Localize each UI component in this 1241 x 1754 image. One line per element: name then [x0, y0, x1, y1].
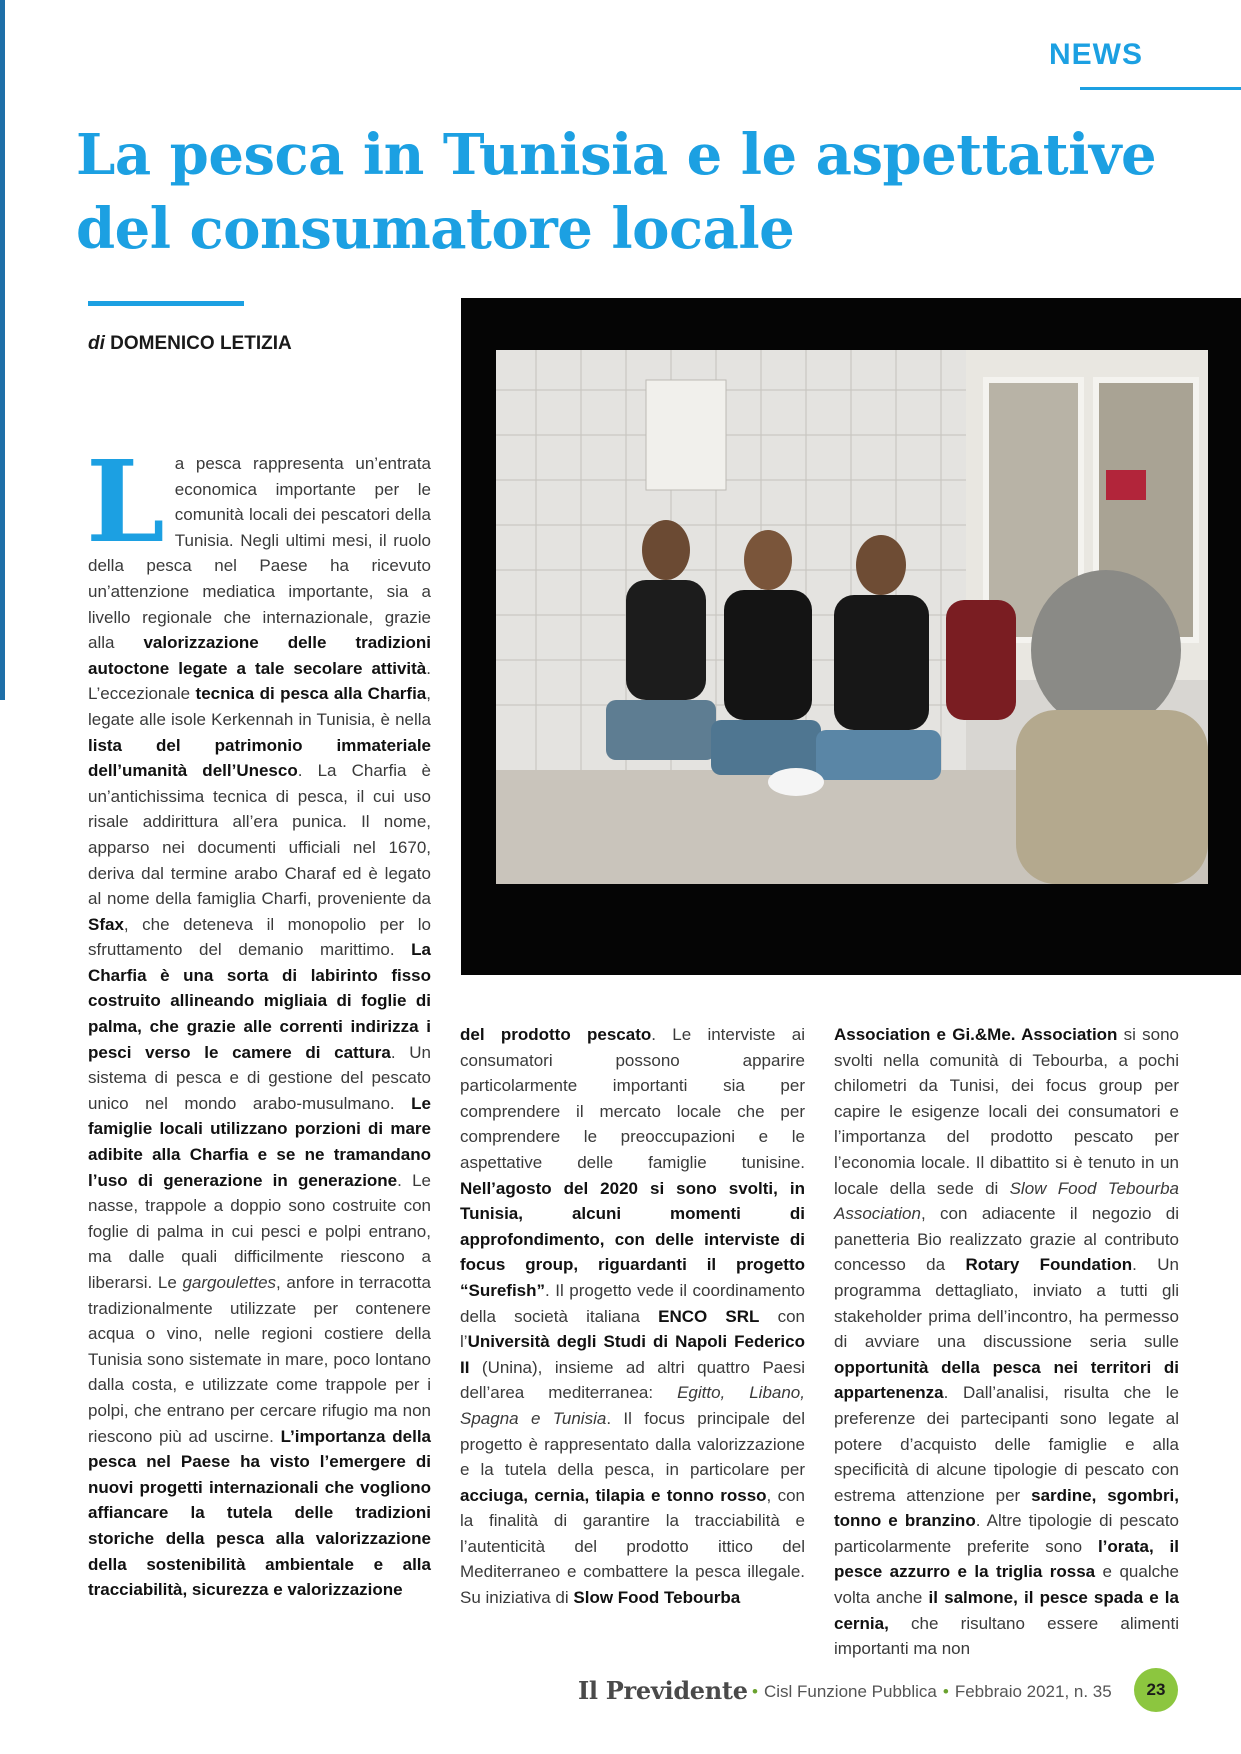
article-text-run: . Il progetto vede il coordinamento della società italiana [460, 1280, 805, 1326]
headline: La pesca in Tunisia e le aspettative del consumatore locale [76, 122, 1157, 262]
article-text-run: Sfax [88, 914, 124, 934]
article-text-run: Le famiglie locali utilizzano porzioni di mare adibite alla Charfia e se ne tramandano l’uso di generazione in generazione [88, 1093, 431, 1190]
accent-stripe [0, 0, 5, 700]
byline-author: DOMENICO LETIZIA [110, 333, 292, 354]
article-column-3 [834, 1022, 1180, 1659]
page-number: 23 [1134, 1668, 1178, 1712]
article-text-run: lista del patrimonio immateriale dell’umanità dell’Unesco [88, 735, 431, 781]
article-text-run: Nell’agosto del 2020 si sono svolti, in Tunisia, alcuni momenti di approfondimento, con delle interviste di focus group, riguardanti il progetto “Surefish” [460, 1178, 805, 1300]
article-text-run: . Altre tipologie di pescato particolarmente preferite sono [834, 1511, 1180, 1556]
article-text-run: sardine, sgombri, tonno e branzino [834, 1485, 1179, 1531]
magazine-logo: Il Previdente [578, 1676, 748, 1705]
article-text-run: il salmone, il pesce spada e la cernia, [834, 1588, 1179, 1633]
article-photo [461, 298, 1241, 975]
article-text-run: , con la finalità di garantire la tracciabilità e l’autenticità del prodotto ittico del Mediterraneo e combattere la pesca illegale. Su iniziativa di [460, 1485, 806, 1608]
article-text-run: del prodotto pescato [460, 1025, 652, 1044]
article-text-run: acciuga, cernia, tilapia e tonno rosso [460, 1485, 767, 1505]
article-text-run: . Un programma dettagliato, inviato a tutti gli stakeholder prima dell’incontro, ha permesso di avviare una discussione seria sulle [834, 1255, 1179, 1352]
footer-publisher: Cisl Funzione Pubblica [763, 1682, 937, 1701]
article-text-run: . La Charfia è un’antichissima tecnica di pesca, il cui uso risale addirittura all’era punica. Il nome, apparso nei documenti ufficiali nel 1670, deriva dal termine arabo Charaf ed è legato al nome della famiglia Charfi, proveniente da [88, 761, 431, 909]
article-text-run: tecnica di pesca alla Charfia [195, 684, 427, 704]
dropcap: L [86, 437, 165, 568]
article-column-1 [86, 437, 432, 1621]
article-text-run: . Dall’analisi, risulta che le preferenze dei partecipanti sono legate al potere d’acquisto delle famiglie e alla specificità di alcune tipologie di pescato con estrema attenzione per [834, 1383, 1179, 1505]
article-text-run: si sono svolti nella comunità di Tebourba, a pochi chilometri da Tunisi, dei focus group per capire le esigenze locali dei consumatori e l’importanza del prodotto pescato per l’economia locale. Il dibattito si è tenuto in un locale della sede di [834, 1025, 1179, 1198]
photo-illustration [496, 350, 1208, 884]
article-text-run: Università degli Studi di Napoli Federico II [460, 1332, 805, 1377]
article-text-run: ENCO SRL [658, 1306, 760, 1326]
byline-prefix: di [88, 333, 105, 354]
article-text-run: con l’ [460, 1306, 805, 1352]
article-text-run: gargoulettes [182, 1273, 277, 1292]
article-text-run: Association e Gi.&Me. Association [834, 1025, 1118, 1044]
author-rule [88, 301, 244, 306]
article-text-run: , legate alle isole Kerkennah in Tunisia, è nella [88, 684, 431, 729]
page-footer [578, 1668, 1178, 1718]
article-text-run: , anfore in terracotta tradizionalmente utilizzate per contenere acqua o vino, nelle regioni costiere della Tunisia sono sistemate in mare, poco lontano dalla costa, e utilizzate come trappole per i polpi, che entrano per cercare rifugio ma non riescono più ad uscirne. [88, 1273, 431, 1446]
article-text-run: Egitto, Libano, Spagna e Tunisia [460, 1383, 805, 1428]
article-text-run: . Le interviste ai consumatori possono apparire particolarmente importanti sia per comprendere il mercato locale che per comprendere le preoccupazioni e le aspettative delle famiglie tunisine. [460, 1025, 805, 1172]
article-text-run: . Un sistema di pesca e di gestione del pescato unico nel mondo arabo-musulmano. [88, 1042, 431, 1113]
article-text-run: . Il focus principale del progetto è rappresentato dalla valorizzazione e la tutela della pesca, in particolare per [460, 1408, 806, 1480]
article-text-run: che risultano essere alimenti importanti ma non [834, 1613, 1179, 1659]
article-text-run: e qualche volta anche [834, 1562, 1179, 1608]
byline [88, 333, 292, 355]
article-text-run: Rotary Foundation [965, 1255, 1133, 1275]
article-text-run: . Le nasse, trappole a doppio sono costruite con foglie di palma in cui pesci e polpi entrano, ma dalle quali difficilmente riescono a liberarsi. Le [88, 1170, 431, 1292]
section-tag: NEWS [1049, 38, 1143, 71]
article-text-run: , che deteneva il monopolio per lo sfruttamento del demanio marittimo. [88, 914, 431, 960]
section-rule [1080, 87, 1241, 90]
article-text-run: (Unina), insieme ad altri quattro Paesi dell’area mediterranea: [460, 1357, 805, 1403]
article-column-2 [460, 1022, 805, 1622]
article-text-run: valorizzazione delle tradizioni autoctone legate a tale secolare attività [88, 633, 432, 678]
article-text-run: opportunità della pesca nei territori di appartenenza [834, 1357, 1179, 1403]
footer-info: • Cisl Funzione Pubblica • Febbraio 2021, n. 35 [752, 1682, 1112, 1701]
article-text-run: a pesca rappresenta un’entrata economica importante per le comunità locali dei pescatori della Tunisia. Negli ultimi mesi, il ruolo della pesca nel Paese ha ricevuto un’attenzione mediatica importante, sia a livello regionale che internazionale, grazie alla [88, 454, 431, 653]
article-text-run: La Charfia è una sorta di labirinto fisso costruito allineando migliaia di foglie di palma, che grazie alle correnti indirizza i pesci verso le camere di cattura [88, 940, 431, 1062]
article-text-run: l’orata, il pesce azzurro e la triglia rossa [834, 1536, 1179, 1582]
article-text-run: , con adiacente il negozio di panetteria Bio realizzato grazie al contributo concesso da [834, 1204, 1179, 1275]
article-text-run: Slow Food Tebourba Association [834, 1178, 1179, 1224]
article-text-run: . L’eccezionale [88, 658, 431, 704]
footer-issue: Febbraio 2021, n. 35 [954, 1682, 1112, 1701]
article-text-run: L’importanza della pesca nel Paese ha visto l’emergere di nuovi progetti internazionali che vogliono affiancare la tutela delle tradizioni storiche della pesca alla valorizzazione della sostenibilità ambientale e alla tracciabilità, sicurezza e valorizzazione [88, 1426, 432, 1600]
article-text-run: Slow Food Tebourba [573, 1588, 741, 1608]
